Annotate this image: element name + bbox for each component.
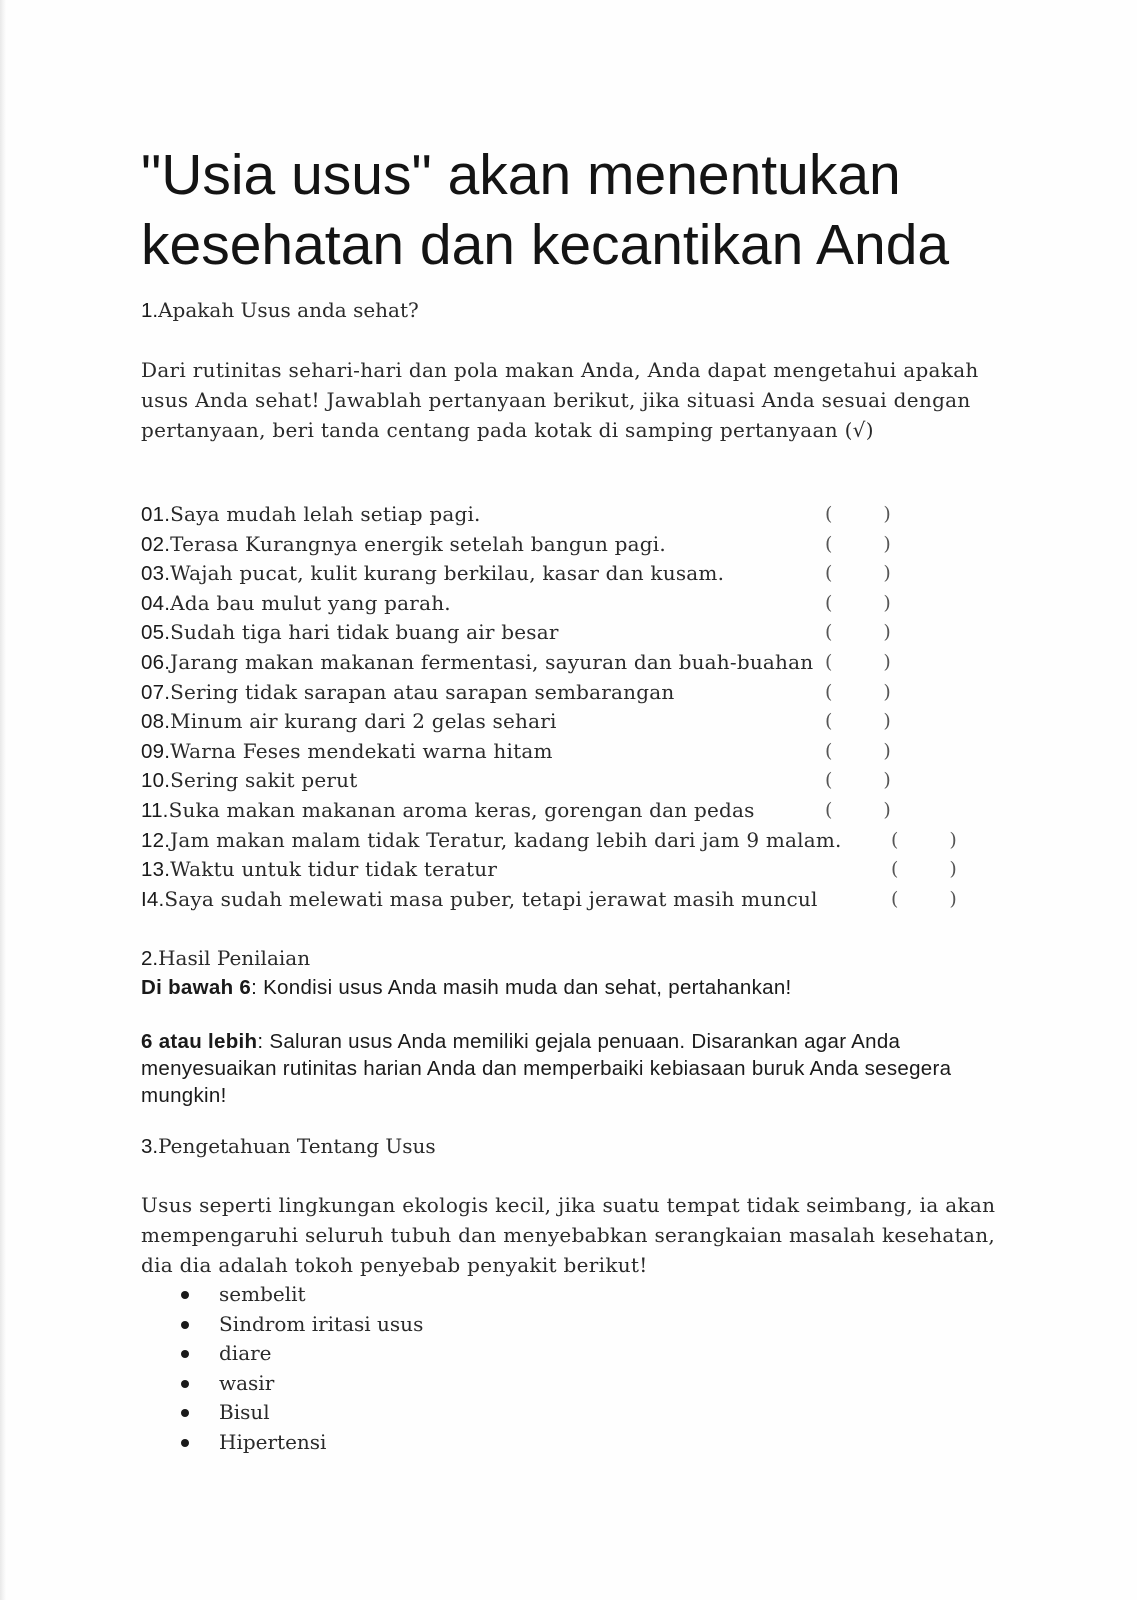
disease-list <box>181 1280 423 1458</box>
question-item: 06.Jarang makan makanan fermentasi, sayuran dan buah-buahan ( ) <box>141 649 891 674</box>
question-item: 07.Sering tidak sarapan atau sarapan sembarangan ( ) <box>141 679 891 704</box>
list-item: Sindrom iritasi usus <box>181 1310 423 1340</box>
document-title: "Usia usus" akan menentukan kesehatan dan kecantikan Anda <box>141 143 950 277</box>
section1-heading: 1.Apakah Usus anda sehat? <box>141 298 419 322</box>
bullet-icon <box>181 1321 189 1329</box>
question-item: 11.Suka makan makanan aroma keras, gorengan dan pedas ( ) <box>141 797 891 822</box>
question-item: 04.Ada bau mulut yang parah. ( ) <box>141 590 891 615</box>
question-item: 02.Terasa Kurangnya energik setelah bangun pagi. ( ) <box>141 531 891 556</box>
question-item: 08.Minum air kurang dari 2 gelas sehari ( ) <box>141 709 891 734</box>
section3-intro: Usus seperti lingkungan ekologis kecil, jika suatu tempat tidak seimbang, ia akan mempengaruhi seluruh tubuh dan menyebabkan serangkaian masalah kesehatan, dia dia adalah tokoh penyebab penyakit berikut! <box>141 1193 996 1277</box>
bullet-icon <box>181 1380 189 1388</box>
list-item: sembelit <box>181 1280 423 1310</box>
question-item: 10.Sering sakit perut ( ) <box>141 768 891 793</box>
section3-heading: 3.Pengetahuan Tentang Usus <box>141 1134 436 1158</box>
section2-heading: 2.Hasil Penilaian <box>141 946 311 970</box>
bullet-icon <box>181 1350 189 1358</box>
result-low: Di bawah 6: Kondisi usus Anda masih muda dan sehat, pertahankan! <box>141 976 792 999</box>
question-item: 13.Waktu untuk tidur tidak teratur ( ) <box>141 857 957 882</box>
bullet-icon <box>181 1291 189 1299</box>
bullet-icon <box>181 1439 189 1447</box>
question-item: I4.Saya sudah melewati masa puber, tetapi jerawat masih muncul ( ) <box>141 886 957 911</box>
result-high: 6 atau lebih: Saluran usus Anda memiliki gejala penuaan. Disarankan agar Anda menyesuaikan rutinitas harian Anda dan memperbaiki kebiasaan buruk Anda sesegera mungkin! <box>141 1030 952 1107</box>
question-item: 09.Warna Feses mendekati warna hitam ( ) <box>141 738 891 763</box>
bullet-icon <box>181 1409 189 1417</box>
question-item: 03.Wajah pucat, kulit kurang berkilau, kasar dan kusam. ( ) <box>141 561 891 586</box>
question-item: 05.Sudah tiga hari tidak buang air besar ( ) <box>141 620 891 645</box>
question-list <box>141 500 1041 914</box>
list-item: wasir <box>181 1369 423 1399</box>
list-item: Bisul <box>181 1398 423 1428</box>
list-item: diare <box>181 1339 423 1369</box>
question-item: 01.Saya mudah lelah setiap pagi. ( ) <box>141 502 891 526</box>
section1-intro: Dari rutinitas sehari-hari dan pola makan Anda, Anda dapat mengetahui apakah usus Anda sehat! Jawablah pertanyaan berikut, jika situasi Anda sesuai dengan pertanyaan, beri tanda centang pada kotak di samping pertanyaan (√) <box>141 358 979 442</box>
list-item: Hipertensi <box>181 1428 423 1458</box>
page-edge-shadow <box>0 0 6 1600</box>
question-item: 12.Jam makan malam tidak Teratur, kadang lebih dari jam 9 malam. ( ) <box>141 827 957 852</box>
